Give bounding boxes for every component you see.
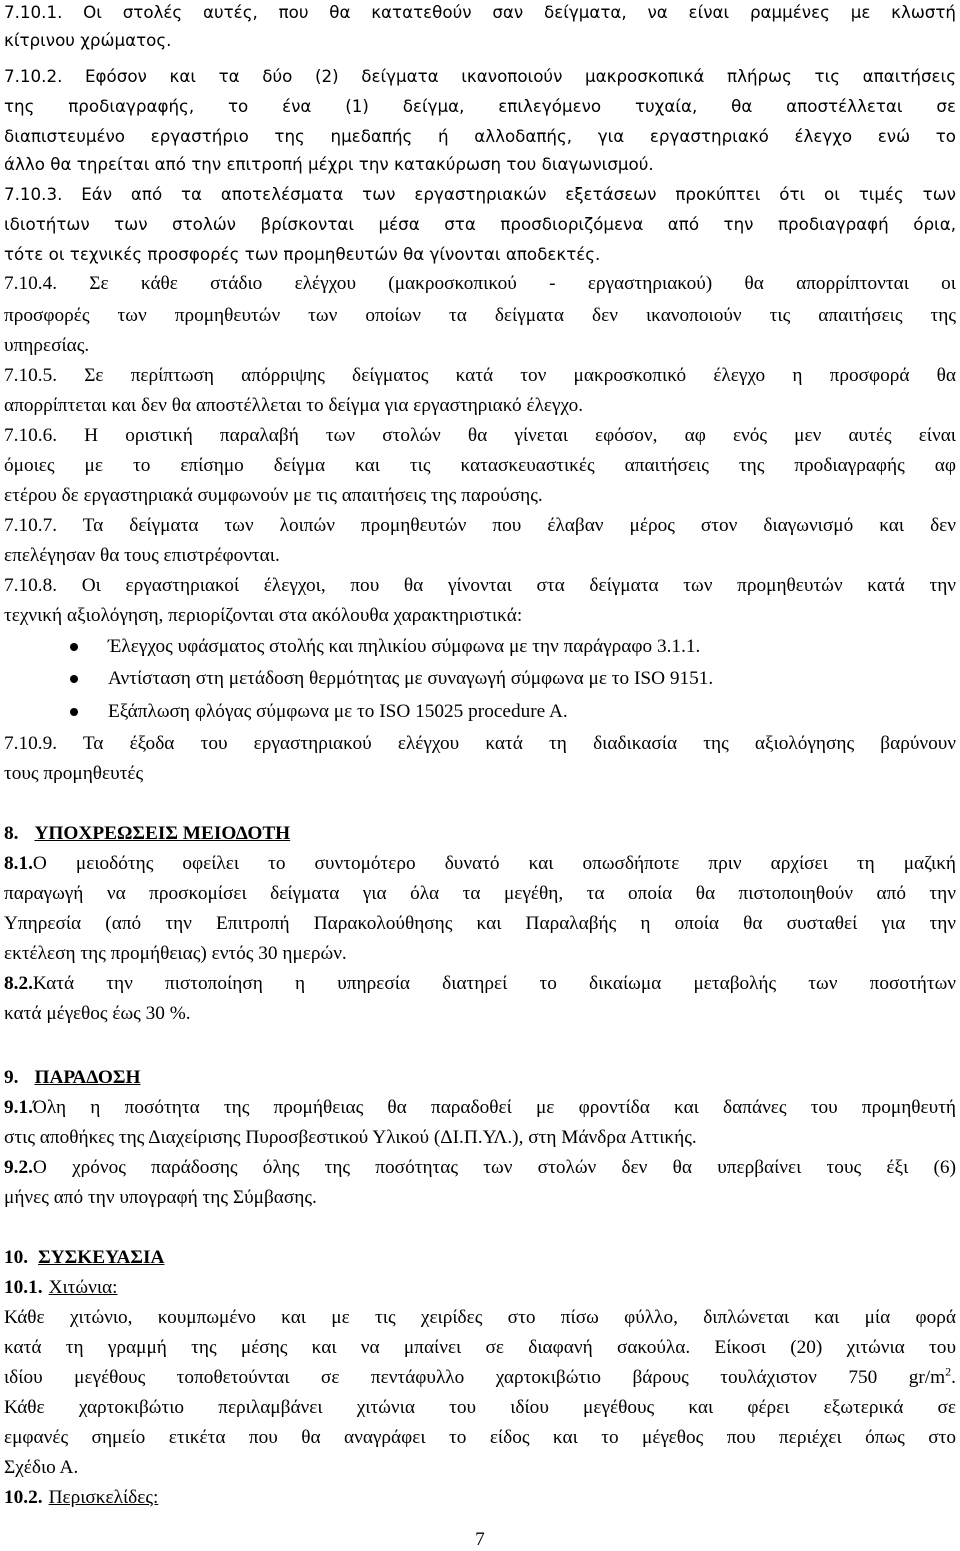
para-9-2-line: μήνες από την υπογραφή της Σύμβασης. <box>4 1187 317 1208</box>
para-9-1-line: στις αποθήκες της Διαχείρισης Πυροσβεστικού Υλικού (ΔΙ.Π.ΥΛ.), στη Μάνδρα Αττικής. <box>4 1127 697 1148</box>
para-7-10-8-line: 7.10.8. Οι εργαστηριακοί έλεγχοι, που θα γίνονται στα δείγματα των προμηθευτών κατά την <box>4 575 956 596</box>
para-10-1-line: Σχέδιο Α. <box>4 1457 79 1478</box>
clause-text: Κατά την πιστοποίηση η υπηρεσία διατηρεί το δικαίωμα μεταβολής των ποσοτήτων <box>32 973 956 994</box>
para-10-1-line: Κάθε χαρτοκιβώτιο περιλαμβάνει χιτώνια του ιδίου μεγέθους και φέρει εξωτερικά σε <box>4 1397 956 1418</box>
subsection-number: 10.2. <box>4 1487 43 1508</box>
para-7-10-1-line: κίτρινου χρώματος. <box>4 30 172 50</box>
para-9-1-line <box>4 1096 956 1120</box>
para-7-10-6-line: ετέρου δε εργαστηριακά συμφωνούν με τις απαιτήσεις της παρούσης. <box>4 485 543 506</box>
para-7-10-4-line: υπηρεσίας. <box>4 335 90 356</box>
clause-number: 9.1. <box>4 1097 33 1118</box>
para-10-1-line: εμφανές σημείο ετικέτα που θα αναγράφει το είδος και το μέγεθος που περιέχει όπως στο <box>4 1427 956 1448</box>
bullet-icon <box>70 675 78 683</box>
clause-number: 8.1. <box>4 853 33 874</box>
page-number: 7 <box>475 1529 485 1550</box>
para-7-10-2-line: της προδιαγραφής, το ένα (1) δείγμα, επιλεγόμενο τυχαία, θα αποστέλλεται σε <box>4 96 956 116</box>
superscript: 2 <box>945 1364 952 1379</box>
bullet-icon <box>70 708 78 716</box>
subsection-10-1-heading <box>4 1276 956 1300</box>
bullet-item: Αντίσταση στη μετάδοση θερμότητας με συναγωγή σύμφωνα με το ISO 9151. <box>108 668 714 689</box>
section-title: ΥΠΟΧΡΕΩΣΕΙΣ ΜΕΙΟΔΟΤΗ <box>34 823 291 844</box>
para-9-2-line <box>4 1156 956 1180</box>
section-10-heading <box>4 1246 956 1270</box>
section-title: ΣΥΣΚΕΥΑΣΙΑ <box>38 1247 165 1268</box>
para-7-10-9-line: τους προμηθευτές <box>4 763 144 784</box>
para-7-10-9-line: 7.10.9. Τα έξοδα του εργαστηριακού ελέγχου κατά τη διαδικασία της αξιολόγησης βαρύνουν <box>4 733 956 754</box>
clause-text: ιδίου μεγέθους τοποθετούνται σε πεντάφυλλο χαρτοκιβώτιο βάρους τουλάχιστον 750 gr/m <box>4 1367 946 1388</box>
para-8-2-line: κατά μέγεθος έως 30 %. <box>4 1003 191 1024</box>
para-7-10-3-line: τότε οι τεχνικές προσφορές των προμηθευτών θα γίνονται αποδεκτές. <box>4 244 601 264</box>
para-7-10-7-line: 7.10.7. Τα δείγματα των λοιπών προμηθευτών που έλαβαν μέρος στον διαγωνισμό και δεν <box>4 515 956 536</box>
clause-text: . <box>951 1367 956 1388</box>
para-7-10-1-line: 7.10.1. Οι στολές αυτές, που θα κατατεθούν σαν δείγματα, να είναι ραμμένες με κλωστή <box>4 2 956 22</box>
section-8-heading <box>4 822 956 846</box>
subsection-title: Περισκελίδες: <box>48 1487 159 1508</box>
clause-text: Ο μειοδότης οφείλει το συντομότερο δυνατό και οπωσδήποτε πριν αρχίσει τη μαζική <box>32 853 956 874</box>
section-number: 10. <box>4 1247 29 1268</box>
para-7-10-4-line: 7.10.4. Σε κάθε στάδιο ελέγχου (μακροσκοπικού - εργαστηριακού) θα απορρίπτονται οι <box>4 273 956 294</box>
clause-text: Όλη η ποσότητα της προμήθειας θα παραδοθεί με φροντίδα και δαπάνες του προμηθευτή <box>32 1097 956 1118</box>
para-7-10-6-line: 7.10.6. Η οριστική παραλαβή των στολών θα γίνεται εφόσον, αφ ενός μεν αυτές είναι <box>4 425 956 446</box>
subsection-number: 10.1. <box>4 1277 43 1298</box>
section-title: ΠΑΡΑΔΟΣΗ <box>34 1067 141 1088</box>
para-7-10-3-line: 7.10.3. Εάν από τα αποτελέσματα των εργαστηριακών εξετάσεων προκύπτει ότι οι τιμές των <box>4 184 956 204</box>
para-10-1-line <box>4 1366 956 1390</box>
para-8-1-line: Υπηρεσία (από την Επιτροπή Παρακολούθησης και Παραλαβής η οποία θα συσταθεί για την <box>4 913 956 934</box>
clause-text: Ο χρόνος παράδοσης όλης της ποσότητας των στολών δεν θα υπερβαίνει τους έξι (6) <box>32 1157 956 1178</box>
para-8-1-line: εκτέλεση της προμήθειας) εντός 30 ημερών. <box>4 943 347 964</box>
para-7-10-5-line: απορρίπτεται και δεν θα αποστέλλεται το δείγμα για εργαστηριακό έλεγχο. <box>4 395 584 416</box>
para-7-10-4-line: προσφορές των προμηθευτών των οποίων τα δείγματα δεν ικανοποιούν τις απαιτήσεις της <box>4 305 956 326</box>
bullet-icon <box>70 643 78 651</box>
para-7-10-3-line: ιδιοτήτων των στολών βρίσκονται μέσα στα προσδιοριζόμενα από την προδιαγραφή όρια, <box>4 214 956 234</box>
section-number: 8. <box>4 823 19 844</box>
para-7-10-2-line: 7.10.2. Εφόσον και τα δύο (2) δείγματα ικανοποιούν μακροσκοπικά πλήρως τις απαιτήσεις <box>4 66 956 86</box>
para-7-10-7-line: επελέγησαν θα τους επιστρέφονται. <box>4 545 280 566</box>
para-7-10-8-line: τεχνική αξιολόγηση, περιορίζονται στα ακόλουθα χαρακτηριστικά: <box>4 605 523 626</box>
para-7-10-2-line: άλλο θα τηρείται από την επιτροπή μέχρι την κατακύρωση του διαγωνισμού. <box>4 154 654 174</box>
para-8-1-line: παραγωγή να προσκομίσει δείγματα για όλα τα μεγέθη, τα οποία θα πιστοποιηθούν από την <box>4 883 956 904</box>
subsection-title: Χιτώνια: <box>48 1277 118 1298</box>
para-8-2-line <box>4 972 956 996</box>
bullet-item: Εξάπλωση φλόγας σύμφωνα με το ISO 15025 procedure A. <box>108 701 568 722</box>
para-10-1-line: κατά τη γραμμή της μέσης και να μπαίνει σε διαφανή σακούλα. Είκοσι (20) χιτώνια του <box>4 1337 956 1358</box>
bullet-item: Έλεγχος υφάσματος στολής και πηλικίου σύμφωνα με την παράγραφο 3.1.1. <box>108 636 701 657</box>
para-10-1-line: Κάθε χιτώνιο, κουμπωμένο και με τις χειρίδες στο πίσω φύλλο, διπλώνεται και μία φορά <box>4 1307 956 1328</box>
clause-number: 9.2. <box>4 1157 33 1178</box>
para-7-10-2-line: διαπιστευμένο εργαστήριο της ημεδαπής ή αλλοδαπής, για εργαστηριακό έλεγχο ενώ το <box>4 126 956 146</box>
para-8-1-line <box>4 852 956 876</box>
section-9-heading <box>4 1066 956 1090</box>
clause-number: 8.2. <box>4 973 33 994</box>
para-7-10-5-line: 7.10.5. Σε περίπτωση απόρριψης δείγματος κατά τον μακροσκοπικό έλεγχο η προσφορά θα <box>4 365 956 386</box>
para-7-10-6-line: όμοιες με το επίσημο δείγμα και τις κατασκευαστικές απαιτήσεις της προδιαγραφής αφ <box>4 455 956 476</box>
subsection-10-2-heading <box>4 1486 956 1510</box>
section-number: 9. <box>4 1067 19 1088</box>
